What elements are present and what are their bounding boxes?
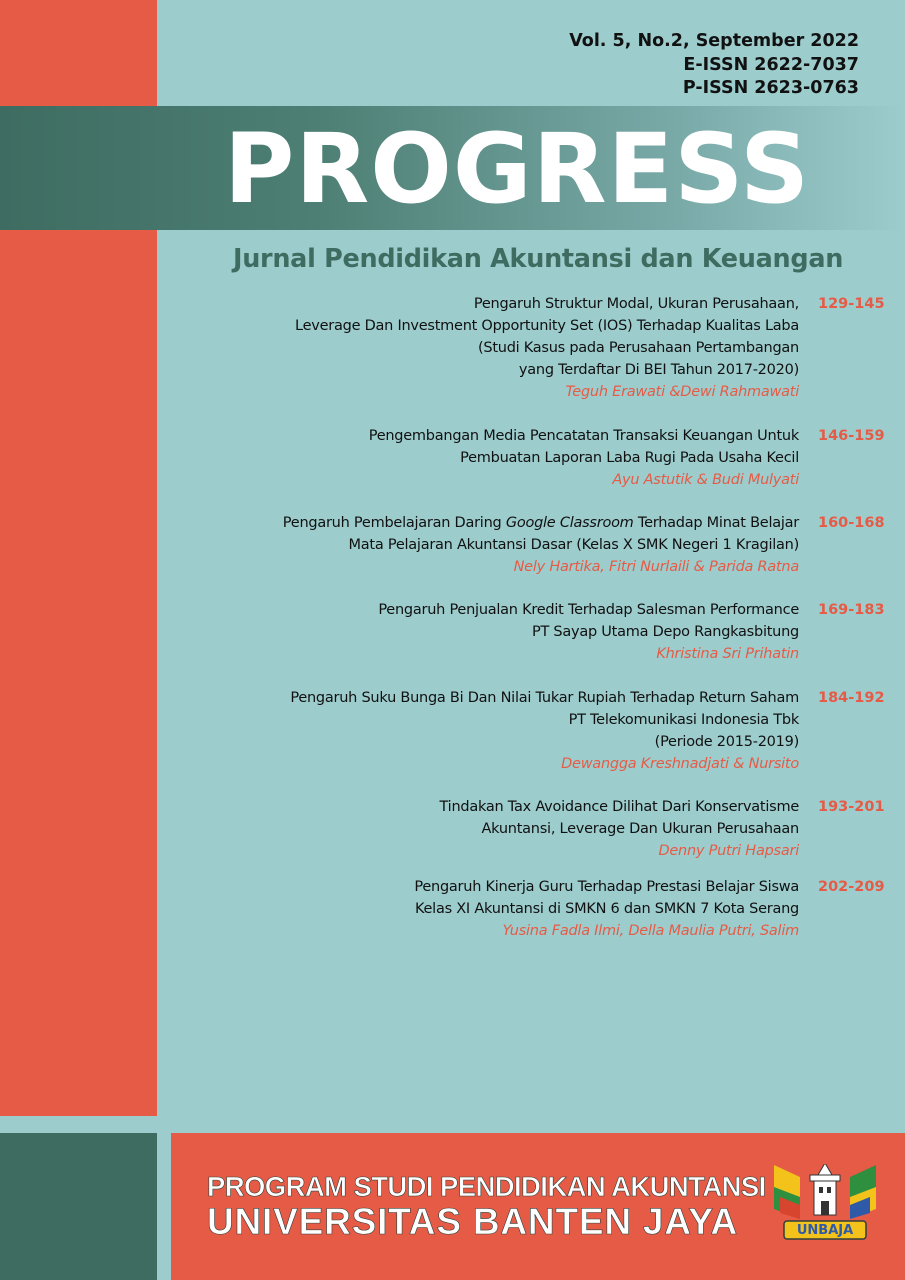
article-pages: 184-192: [818, 690, 885, 706]
issue-info: [569, 30, 859, 101]
article-title: Tindakan Tax Avoidance Dilihat Dari Konservatisme Akuntansi, Leverage Dan Ukuran Perusahaan Denny Putri Hapsari: [440, 796, 800, 862]
footer-text: [207, 1172, 766, 1242]
program-name: PROGRAM STUDI PENDIDIKAN AKUNTANSI: [207, 1171, 766, 1202]
article-authors: Nely Hartika, Fitri Nurlaili & Parida Ratna: [513, 559, 799, 575]
article-pages: 202-209: [818, 879, 885, 895]
article-pages: 193-201: [818, 799, 885, 815]
article-title: Pengaruh Struktur Modal, Ukuran Perusahaan, Leverage Dan Investment Opportunity Set (IOS) Terhadap Kualitas Laba (Studi Kasus pada Perusahaan Pertambangan yang Terdaftar Di BEI Tahun 2017-2020) Teguh Erawati &Dewi Rahmawati: [295, 293, 799, 403]
article-title: Pengaruh Suku Bunga Bi Dan Nilai Tukar Rupiah Terhadap Return Saham PT Telekomunikasi Indonesia Tbk (Periode 2015-2019) Dewangga Kreshnadjati & Nursito: [290, 687, 799, 775]
article-title: Pengembangan Media Pencatatan Transaksi Keuangan Untuk Pembuatan Laporan Laba Rugi Pada Usaha Kecil Ayu Astutik & Budi Mulyati: [369, 425, 799, 491]
pissn-label: P-ISSN 2623-0763: [682, 78, 859, 98]
article-authors: Dewangga Kreshnadjati & Nursito: [561, 756, 799, 772]
article-pages: 160-168: [818, 515, 885, 531]
article-authors: Denny Putri Hapsari: [658, 843, 799, 859]
article-title: Pengaruh Pembelajaran Daring Google Classroom Terhadap Minat Belajar Mata Pelajaran Akuntansi Dasar (Kelas X SMK Negeri 1 Kragilan) Nely Hartika, Fitri Nurlaili & Parida Ratna: [283, 512, 799, 578]
article-title: Pengaruh Penjualan Kredit Terhadap Salesman Performance PT Sayap Utama Depo Rangkasbitung Khristina Sri Prihatin: [378, 599, 799, 665]
journal-title: PROGRESS: [224, 113, 811, 225]
article-authors: Ayu Astutik & Budi Mulyati: [612, 472, 799, 488]
eissn-label: E-ISSN 2622-7037: [683, 54, 859, 75]
article-pages: 146-159: [818, 428, 885, 444]
logo-text: UNBAJA: [796, 1223, 854, 1238]
journal-subtitle: Jurnal Pendidikan Akuntansi dan Keuangan: [233, 244, 844, 274]
left-bottom-block: [0, 1133, 157, 1280]
article-authors: Yusina Fadla Ilmi, Della Maulia Putri, Salim: [502, 923, 799, 939]
article-authors: Teguh Erawati &Dewi Rahmawati: [565, 384, 799, 400]
article-authors: Khristina Sri Prihatin: [656, 646, 799, 662]
volume-label: Vol. 5, No.2, September 2022: [569, 31, 859, 51]
article-pages: 129-145: [818, 296, 885, 312]
google-classroom-term: Google Classroom: [505, 515, 634, 531]
university-name: UNIVERSITAS BANTEN JAYA: [207, 1201, 739, 1242]
article-title: Pengaruh Kinerja Guru Terhadap Prestasi Belajar Siswa Kelas XI Akuntansi di SMKN 6 dan SMKN 7 Kota Serang Yusina Fadla Ilmi, Della Maulia Putri, Salim: [414, 876, 799, 942]
article-pages: 169-183: [818, 602, 885, 618]
